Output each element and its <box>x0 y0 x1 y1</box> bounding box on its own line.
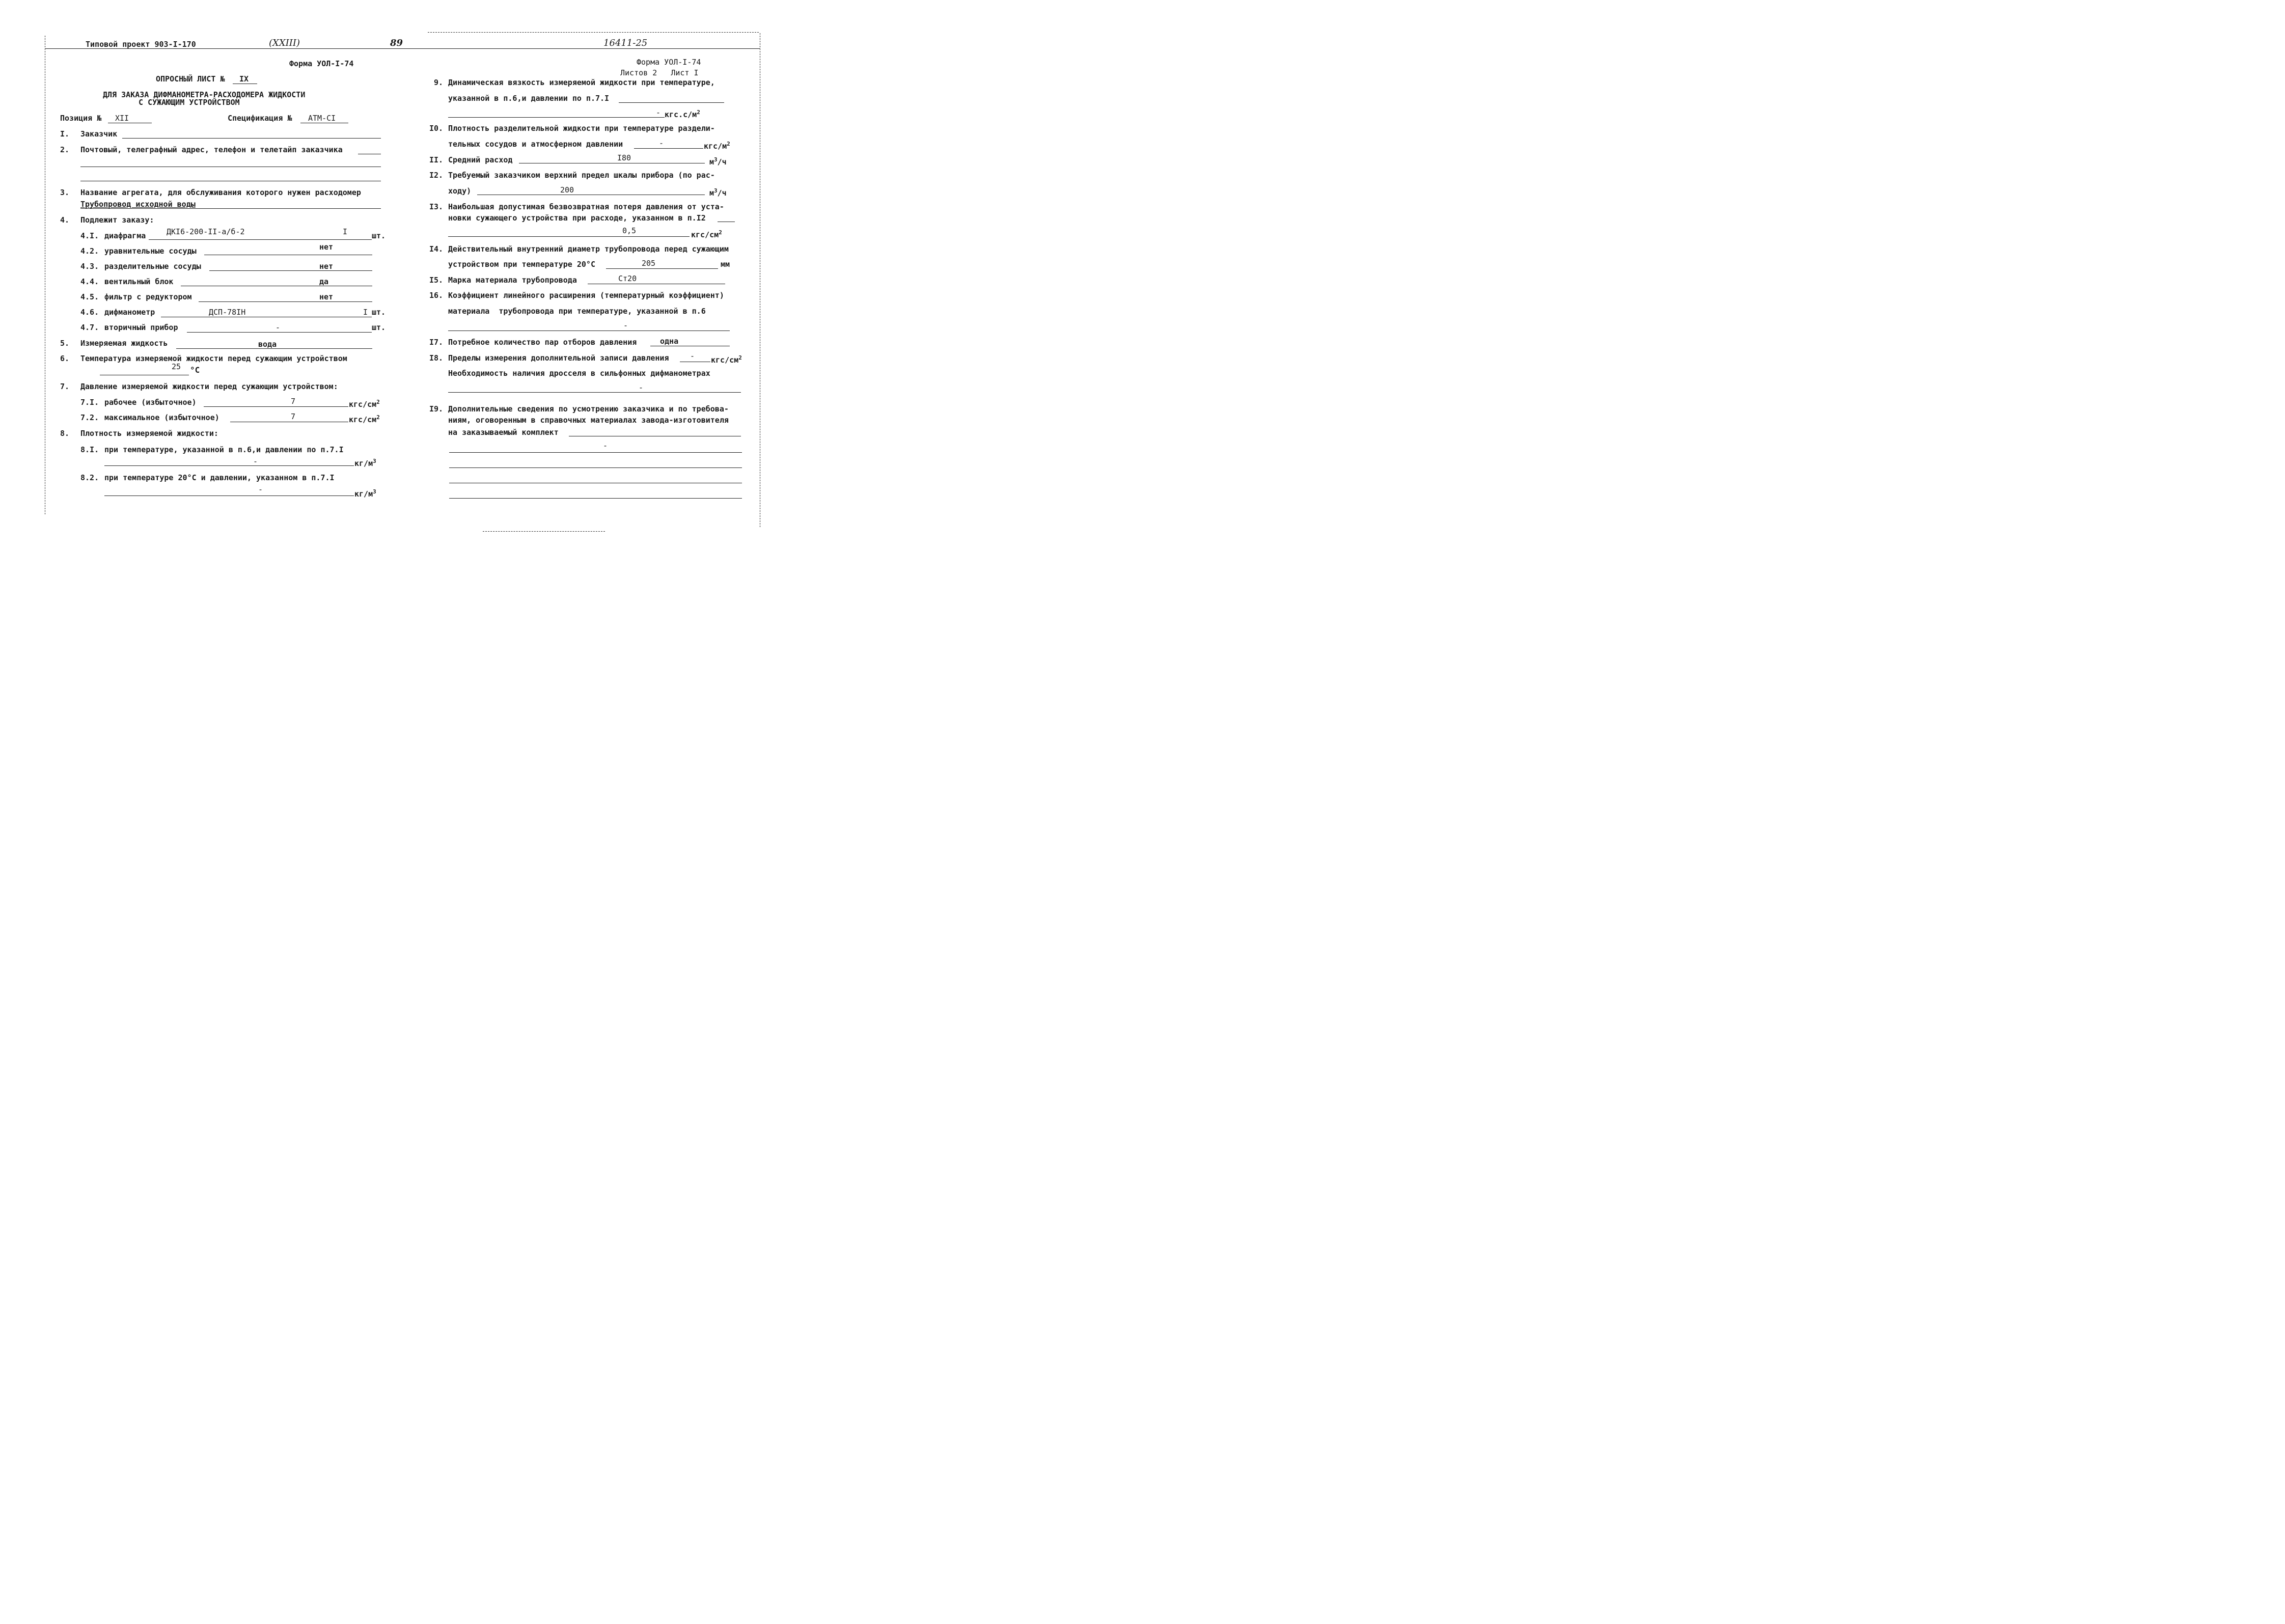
item-13-value: 0,5 <box>622 226 637 235</box>
item-14-value: 205 <box>642 259 656 268</box>
sheet-subtitle-1: ДЛЯ ЗАКАЗА ДИФМАНОМЕТРА-РАСХОДОМЕРА ЖИДКОСТИ <box>103 90 306 99</box>
item-4-4-value: да <box>319 277 329 286</box>
item-12-unit-exp: 3 <box>714 187 718 194</box>
item-7-number: 7. <box>60 382 70 391</box>
item-4-3-value: нет <box>319 262 334 271</box>
item-7-1-line <box>204 406 348 407</box>
item-10-value: - <box>659 139 664 148</box>
item-16-number: 16. <box>429 291 444 300</box>
item-4-1-value: ДКI6-200-II-а/б-2 <box>167 227 245 236</box>
item-5-label: Измеряемая жидкость <box>80 339 168 348</box>
item-12-value: 200 <box>560 185 574 195</box>
item-6-value: 25 <box>172 362 181 371</box>
item-5-number: 5. <box>60 339 70 348</box>
item-17-number: I7. <box>429 338 444 347</box>
item-10-label-1: Плотность разделительной жидкости при температуре раздели- <box>448 124 715 133</box>
item-6-number: 6. <box>60 354 70 363</box>
item-7-1-unit-text: кгс/см <box>349 400 377 409</box>
item-10-label-2: тельных сосудов и атмосферном давлении <box>448 140 623 149</box>
item-11-unit-exp: 3 <box>714 156 718 163</box>
item-7-label: Давление измеряемой жидкости перед сужающим устройством: <box>80 382 338 391</box>
item-19-label-1: Дополнительные сведения по усмотрению заказчика и по требова- <box>448 404 729 414</box>
item-3-value: Трубопровод исходной воды <box>80 200 196 209</box>
item-12-number: I2. <box>429 171 444 180</box>
sheet-subtitle-2: С СУЖАЮЩИМ УСТРОЙСТВОМ <box>139 98 240 107</box>
item-12-label-2: ходу) <box>448 186 472 196</box>
item-4-2-number: 4.2. <box>80 246 99 256</box>
item-14-label-1: Действительный внутренний диаметр трубопровода перед сужающим <box>448 244 729 254</box>
item-4-7-label: вторичный прибор <box>104 323 178 332</box>
item-14-unit: мм <box>721 260 730 269</box>
item-9-label-2: указанной в п.6,и давлении по п.7.I <box>448 94 610 103</box>
item-4-4-label: вентильный блок <box>104 277 174 286</box>
item-2-number: 2. <box>60 145 70 154</box>
item-9-label-1: Динамическая вязкость измеряемой жидкости при температуре, <box>448 78 715 87</box>
item-9-unit <box>665 108 700 119</box>
item-7-1-unit <box>349 398 380 409</box>
item-15-label: Марка материала трубопровода <box>448 276 577 285</box>
item-8-1-value: - <box>253 457 258 466</box>
item-9-line-b <box>448 117 665 118</box>
item-4-7-number: 4.7. <box>80 323 99 332</box>
item-12-unit <box>709 186 727 198</box>
item-17-label: Потребное количество пар отборов давления <box>448 338 637 347</box>
item-12-unit-rate: /ч <box>717 188 727 198</box>
item-7-1-value: 7 <box>291 397 296 406</box>
item-18-label: Пределы измерения дополнительной записи давления <box>448 353 669 363</box>
item-15-number: I5. <box>429 276 444 285</box>
item-4-5-number: 4.5. <box>80 292 99 301</box>
item-11-value: I80 <box>617 153 631 162</box>
item-12-label-1: Требуемый заказчиком верхний предел шкалы прибора (по рас- <box>448 171 715 180</box>
item-4-number: 4. <box>60 215 70 225</box>
item-8-label: Плотность измеряемой жидкости: <box>80 429 218 438</box>
item-10-unit <box>704 140 730 151</box>
item-19-number: I9. <box>429 404 444 414</box>
item-11-label: Средний расход <box>448 155 513 164</box>
item-18-unit-exp: 2 <box>738 354 742 361</box>
sheet-title: ОПРОСНЫЙ ЛИСТ № <box>156 74 225 84</box>
item-13-number: I3. <box>429 202 444 211</box>
roman-page-mark: (XXIII) <box>269 38 300 48</box>
item-8-1-unit-exp: 3 <box>373 458 376 464</box>
item-10-unit-text: кгс/м <box>704 142 727 151</box>
item-8-1-number: 8.I. <box>80 445 99 454</box>
item-13-label-1: Наибольшая допустимая безвозвратная потеря давления от уста- <box>448 202 724 211</box>
item-8-1-unit <box>354 457 376 468</box>
item-11-number: II. <box>429 155 444 164</box>
archive-number: 16411-25 <box>603 38 648 48</box>
item-8-1-line <box>104 465 354 466</box>
item-13-label-2: новки сужающего устройства при расходе, указанном в п.I2 <box>448 213 706 223</box>
spec-label: Спецификация № <box>228 114 292 123</box>
item-4-5-value: нет <box>319 292 334 301</box>
item-4-5-label: фильтр с редуктором <box>104 292 192 301</box>
item-2-label: Почтовый, телеграфный адрес, телефон и телетайп заказчика <box>80 145 343 154</box>
item-4-2-label: уравнительные сосуды <box>104 246 197 256</box>
item-19-value: - <box>603 441 608 450</box>
item-8-number: 8. <box>60 429 70 438</box>
item-7-2-unit-exp: 2 <box>376 414 380 421</box>
item-1-label: Заказчик <box>80 129 118 139</box>
item-4-7-unit: шт. <box>372 323 386 332</box>
item-8-2-unit <box>354 487 376 499</box>
item-10-number: I0. <box>429 124 444 133</box>
item-13-unit-text: кгс/см <box>691 230 719 239</box>
item-6-unit: °С <box>190 365 200 375</box>
item-4-3-number: 4.3. <box>80 262 99 271</box>
item-18-number: I8. <box>429 353 444 363</box>
item-4-6-number: 4.6. <box>80 308 99 317</box>
item-15-value: Ст20 <box>618 274 637 283</box>
item-16-value: - <box>623 321 628 330</box>
item-19-line-b <box>449 452 742 453</box>
item-9-unit-text: кгс.с/м <box>665 110 697 119</box>
item-18-unit-text: кгс/см <box>711 355 739 365</box>
page-number: 89 <box>390 38 403 48</box>
item-7-2-label: максимальное (избыточное) <box>104 413 219 422</box>
item-4-5-line <box>199 301 372 302</box>
item-11-unit-text: м <box>709 157 714 167</box>
item-6-label: Температура измеряемой жидкости перед сужающим устройством <box>80 354 347 363</box>
item-11-unit-rate: /ч <box>717 157 727 167</box>
frame-top-dashes <box>428 32 759 33</box>
item-19-line-e <box>449 498 742 499</box>
frame-bottom-dashes <box>483 531 605 532</box>
item-4-6-unit: шт. <box>372 308 386 317</box>
item-18-unit <box>711 353 742 365</box>
item-19-label-3: на заказываемый комплект <box>448 428 559 437</box>
sheet-count: Листов 2 Лист I <box>620 68 699 77</box>
item-19-line-c <box>449 467 742 468</box>
item-7-1-label: рабочее (избыточное) <box>104 398 197 407</box>
item-8-2-value: - <box>258 485 263 494</box>
item-17-value: одна <box>660 337 679 346</box>
item-4-7-line <box>187 332 372 333</box>
item-7-1-number: 7.I. <box>80 398 99 407</box>
item-12-unit-text: м <box>709 188 714 198</box>
item-4-3-line <box>209 270 372 271</box>
item-1-number: I. <box>60 129 70 139</box>
item-4-3-label: разделительные сосуды <box>104 262 201 271</box>
item-16-label-2: материала трубопровода при температуре, указанной в п.6 <box>448 307 706 316</box>
item-18-label-2: Необходимость наличия дросселя в сильфонных дифманометрах <box>448 369 710 378</box>
questionnaire-sheet <box>0 0 793 563</box>
spec-value: АТМ-CI <box>308 114 336 123</box>
item-9-line-a <box>619 102 724 103</box>
item-4-4-number: 4.4. <box>80 277 99 286</box>
item-7-2-number: 7.2. <box>80 413 99 422</box>
position-value: XII <box>115 114 129 123</box>
item-18-value: - <box>690 351 695 361</box>
item-13-unit <box>691 228 722 239</box>
item-7-2-unit <box>349 413 380 424</box>
item-10-unit-exp: 2 <box>727 141 730 147</box>
item-4-1-number: 4.I. <box>80 231 99 240</box>
item-5-value: вода <box>258 340 277 349</box>
item-4-6-label: дифманометр <box>104 308 155 317</box>
item-8-2-unit-exp: 3 <box>373 488 376 495</box>
item-9-unit-exp: 2 <box>697 109 700 116</box>
item-8-1-unit-text: кг/м <box>354 459 373 468</box>
item-3-label: Название агрегата, для обслуживания которого нужен расходомер <box>80 188 361 197</box>
item-1-line <box>122 138 381 139</box>
item-8-2-label: при температуре 20°С и давлении, указанном в п.7.I <box>104 473 335 482</box>
item-14-label-2: устройством при температуре 20°С <box>448 260 595 269</box>
item-14-line <box>606 268 718 269</box>
item-8-1-label: при температуре, указанной в п.6,и давлении по п.7.I <box>104 445 344 454</box>
item-4-6-qty: I <box>363 308 368 317</box>
item-9-value: - <box>656 108 661 117</box>
item-8-2-unit-text: кг/м <box>354 489 373 499</box>
item-7-2-unit-text: кгс/см <box>349 415 377 424</box>
item-4-2-value: нет <box>319 242 334 252</box>
item-19-label-2: ниям, оговоренным в справочных материалах завода-изготовителя <box>448 416 729 425</box>
item-16-label-1: Коэффициент линейного расширения (температурный коэффициент) <box>448 291 724 300</box>
position-label: Позиция № <box>60 114 102 123</box>
item-4-1-unit: шт. <box>372 231 386 240</box>
item-3-line <box>80 208 381 209</box>
item-13-unit-exp: 2 <box>719 229 722 236</box>
item-8-2-number: 8.2. <box>80 473 99 482</box>
form-code-right: Форма УОЛ-I-74 <box>637 58 701 67</box>
item-7-2-value: 7 <box>291 412 296 421</box>
item-3-number: 3. <box>60 188 70 197</box>
item-4-1-line <box>149 239 372 240</box>
item-18-line-2 <box>448 392 741 393</box>
item-4-6-value: ДСП-78IН <box>209 308 246 317</box>
item-9-number: 9. <box>434 78 444 87</box>
item-10-line <box>634 148 703 149</box>
item-7-1-unit-exp: 2 <box>376 399 380 405</box>
item-5-line <box>176 348 372 349</box>
item-4-1-qty: I <box>343 227 348 236</box>
form-code-left: Форма УОЛ-I-74 <box>289 59 354 68</box>
item-11-unit <box>709 155 727 167</box>
item-4-7-value: - <box>276 323 281 332</box>
item-18-value-2: - <box>639 383 644 392</box>
item-14-number: I4. <box>429 244 444 254</box>
project-title: Типовой проект 903-I-170 <box>86 40 196 49</box>
item-4-label: Подлежит заказу: <box>80 215 154 225</box>
item-4-1-label: диафрагма <box>104 231 146 240</box>
item-13-line-b <box>448 236 690 237</box>
sheet-number-value: IX <box>239 74 249 84</box>
